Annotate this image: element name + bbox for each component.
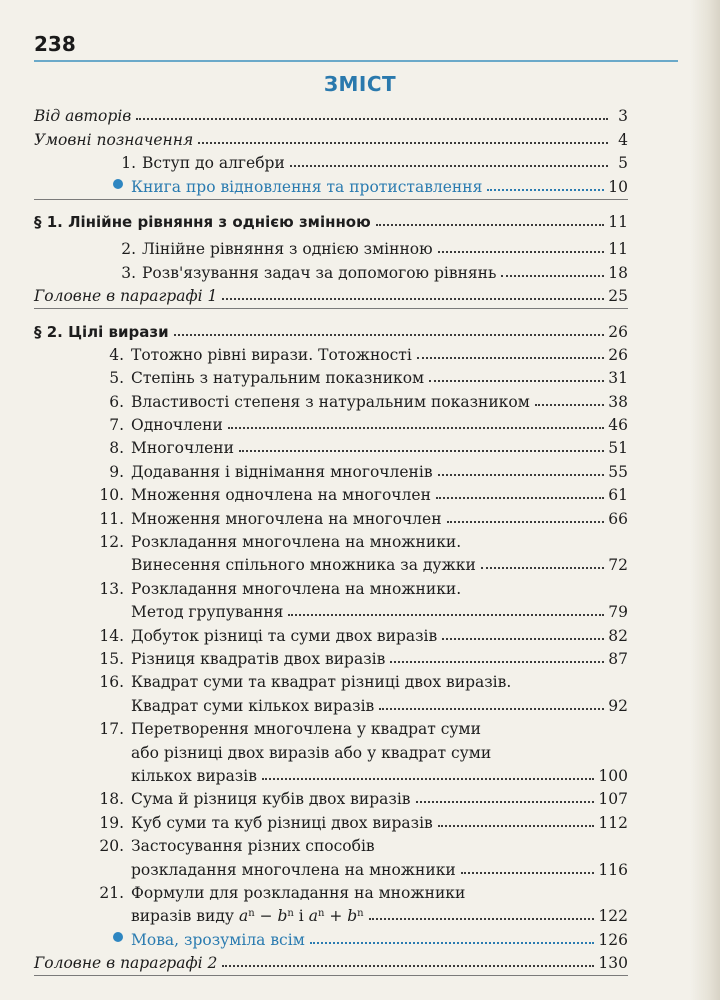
toc-item-number: 2. [121, 240, 136, 259]
toc-item-number: 19. [99, 813, 124, 832]
toc-page-number: 82 [608, 626, 628, 645]
dot-leader [535, 404, 605, 406]
toc-row-section-2[interactable] [34, 317, 628, 340]
toc-entry-title: Винесення спільного множника за дужки [131, 556, 476, 575]
toc-row-legend[interactable] [34, 125, 628, 148]
toc-page-number: 5 [618, 154, 628, 173]
toc-entry-title: розкладання многочлена на множники [131, 860, 456, 879]
toc-item-number: 7. [109, 416, 124, 435]
minus-sign: − [254, 907, 278, 926]
toc-page-number: 4 [618, 130, 628, 149]
toc-row-item[interactable] [34, 574, 628, 597]
toc-item-number: 17. [99, 720, 124, 739]
toc-row-item-3[interactable] [34, 258, 628, 281]
variable-b: b [347, 907, 358, 926]
toc-entry-title: Розв'язування задач за допомогою рівнянь [142, 263, 497, 282]
toc-entry-title: Множення многочлена на многочлен [131, 509, 442, 528]
toc-entry-title: Головне в параграфі 1 [34, 287, 218, 306]
dot-leader [436, 497, 604, 499]
toc-row-item[interactable] [34, 832, 628, 855]
toc-page-number: 31 [608, 369, 628, 388]
toc-entry-title: Мова, зрозуміла всім [131, 930, 305, 949]
toc-page-number: 55 [608, 462, 628, 481]
toc-row-item-2[interactable] [34, 235, 628, 258]
dot-leader [369, 918, 595, 920]
dot-leader [416, 801, 595, 803]
toc-page-number: 3 [618, 107, 628, 126]
toc-row-item[interactable] [34, 808, 628, 831]
toc-entry-title: Метод групування [131, 603, 284, 622]
dot-leader [417, 357, 604, 359]
toc-page-number: 18 [608, 263, 628, 282]
toc-entry-title: Куб суми та куб різниці двох виразів [131, 813, 433, 832]
toc-item-number: 11. [99, 509, 124, 528]
section-title: § 2. Цілі вирази [34, 322, 169, 341]
toc-entry-title: Головне в параграфі 2 [34, 954, 218, 973]
toc-row-intro[interactable] [34, 149, 628, 172]
dot-leader [288, 614, 604, 616]
toc-entry-title: Від авторів [34, 107, 132, 126]
dot-leader [198, 142, 608, 144]
dot-leader [290, 165, 608, 167]
toc-row-item[interactable] [34, 457, 628, 480]
toc-row-item-cont[interactable] [34, 762, 628, 785]
dot-leader [228, 427, 604, 429]
toc-page-number: 25 [608, 287, 628, 306]
dot-leader [438, 474, 605, 476]
dot-leader [487, 189, 604, 191]
section-title: § 1. Лінійне рівняння з однією змінною [34, 212, 371, 231]
toc-entry-title: Многочлени [131, 439, 234, 458]
exponent-n: n [248, 908, 255, 920]
toc-page-number: 122 [598, 907, 628, 926]
toc-row-from-authors[interactable] [34, 102, 628, 125]
toc-row-item[interactable] [34, 668, 628, 691]
toc-row-item[interactable] [34, 341, 628, 364]
toc-page-number: 26 [608, 345, 628, 364]
variable-b: b [277, 907, 288, 926]
toc-entry-title: Розкладання многочлена на множники. [131, 579, 462, 598]
exponent-n: n [357, 908, 364, 920]
dot-leader [262, 778, 594, 780]
toc-entry-title: Розкладання многочлена на множники. [131, 533, 462, 552]
dot-leader [429, 380, 604, 382]
toc-row-item[interactable] [34, 645, 628, 668]
toc-page-number: 72 [608, 556, 628, 575]
toc-item-number: 9. [109, 462, 124, 481]
toc-entry-title: Вступ до алгебри [142, 154, 285, 173]
dot-leader [442, 638, 604, 640]
toc-entry-formula [34, 905, 364, 925]
dot-leader [222, 298, 604, 300]
dot-leader [481, 567, 604, 569]
toc-page-number: 107 [598, 790, 628, 809]
toc-row-item[interactable] [34, 387, 628, 410]
toc-page-number: 116 [598, 860, 628, 879]
toc-page-number: 51 [608, 439, 628, 458]
toc-page-number: 66 [608, 509, 628, 528]
toc-entry-title: Умовні позначення [34, 130, 194, 149]
dot-leader [310, 942, 595, 944]
dot-leader [376, 224, 605, 226]
toc-page-number: 46 [608, 416, 628, 435]
toc-row-item[interactable] [34, 411, 628, 434]
toc-item-number: 16. [99, 673, 124, 692]
dot-leader [438, 251, 605, 253]
toc-page-number: 87 [608, 649, 628, 668]
plus-sign: + [324, 907, 348, 926]
toc-row-item[interactable] [34, 528, 628, 551]
toc-item-number: 8. [109, 439, 124, 458]
toc-row-summary-1[interactable] [34, 282, 628, 305]
toc-entry-title: Добуток різниці та суми двох виразів [131, 626, 438, 645]
variable-a: a [238, 907, 249, 926]
toc-row-item-cont[interactable] [34, 691, 628, 714]
variable-a: a [308, 907, 318, 926]
toc-page-number: 112 [598, 813, 628, 832]
exponent-n: n [317, 908, 325, 920]
toc-entry-title: Додавання і віднімання многочленів [131, 462, 433, 481]
dot-leader [390, 661, 604, 663]
toc-entry-title: Перетворення многочлена у квадрат суми [131, 720, 481, 739]
header-rule [34, 60, 678, 62]
toc-item-number: 12. [99, 533, 124, 552]
toc-row-item[interactable] [34, 621, 628, 644]
toc-item-number: 14. [99, 626, 124, 645]
toc-entry-title: Формули для розкладання на множники [131, 883, 466, 902]
page-edge [690, 0, 720, 1000]
toc-row-item-21[interactable] [34, 879, 628, 902]
dot-leader [461, 872, 595, 874]
toc-row-item-21-cont[interactable] [34, 902, 628, 925]
toc-item-number: 10. [99, 486, 124, 505]
dot-leader [136, 118, 608, 120]
toc-page-number: 11 [608, 212, 628, 231]
toc-item-number: 15. [99, 649, 124, 668]
toc-entry-title: Властивості степеня з натуральним показником [131, 392, 530, 411]
toc-item-number: 3. [121, 263, 136, 282]
toc-entry-title: або різниці двох виразів або у квадрат суми [131, 743, 492, 762]
toc-row-item-cont[interactable] [34, 855, 628, 878]
dot-leader [379, 708, 604, 710]
toc-entry-title: Одночлени [131, 416, 223, 435]
toc-row-item[interactable] [34, 785, 628, 808]
toc-row-intro-feature[interactable] [34, 172, 628, 195]
dot-leader [501, 275, 604, 277]
toc-page-number: 79 [608, 603, 628, 622]
dot-leader [174, 334, 605, 336]
toc-page-number: 126 [598, 930, 628, 949]
toc-entry-title: Квадрат суми кількох виразів [131, 696, 375, 715]
toc-row-item-cont[interactable] [34, 598, 628, 621]
toc-entry-title: Застосування різних способів [131, 837, 375, 856]
toc-row-item[interactable] [34, 434, 628, 457]
dot-leader [438, 825, 595, 827]
toc-entry-title: Степінь з натуральним показником [131, 369, 425, 388]
toc-item-number: 20. [99, 837, 124, 856]
toc-entry-title: Різниця квадратів двох виразів [131, 649, 386, 668]
toc-row-item[interactable] [34, 364, 628, 387]
divider [34, 975, 628, 976]
toc-row-item-cont[interactable] [34, 551, 628, 574]
dot-leader [222, 965, 594, 967]
toc-item-number: 4. [109, 345, 124, 364]
toc-item-number: 1. [121, 154, 136, 173]
toc-row-section-2-feature[interactable] [34, 925, 628, 948]
toc-page-number: 38 [608, 392, 628, 411]
toc-page-number: 10 [608, 177, 628, 196]
toc-page-number: 11 [608, 240, 628, 259]
toc-entry-title: кількох виразів [131, 766, 257, 785]
toc-entry-title: Сума й різниця кубів двох виразів [131, 790, 411, 809]
toc-entry-title: Множення одночлена на многочлен [131, 486, 431, 505]
toc-row-section-1[interactable] [34, 208, 628, 231]
page-number: 238 [34, 32, 76, 56]
toc-page-number: 26 [608, 322, 628, 341]
toc-page-number: 92 [608, 696, 628, 715]
toc-entry-title: Книга про відновлення та протиставлення [131, 177, 483, 196]
toc-item-number: 6. [109, 392, 124, 411]
toc-item-number: 21. [99, 883, 124, 902]
exponent-n: n [287, 908, 294, 920]
toc-entry-title: Квадрат суми та квадрат різниці двох виразів. [131, 673, 512, 692]
toc-page-number: 100 [598, 766, 628, 785]
table-of-contents [34, 102, 628, 976]
conjunction: і [293, 907, 309, 926]
toc-row-item[interactable] [34, 481, 628, 504]
toc-title: ЗМІСТ [323, 72, 397, 96]
dot-leader [239, 450, 604, 452]
toc-entry-title: Тотожно рівні вирази. Тотожності [131, 345, 412, 364]
toc-entry-title: Лінійне рівняння з однією змінною [142, 240, 433, 259]
toc-page-number: 61 [608, 486, 628, 505]
toc-row-item[interactable] [34, 715, 628, 738]
toc-row-summary-2[interactable] [34, 949, 628, 972]
toc-row-item[interactable] [34, 504, 628, 527]
toc-item-number: 18. [99, 790, 124, 809]
toc-page-number: 130 [598, 954, 628, 973]
section-2-items [34, 341, 628, 879]
dot-leader [447, 521, 605, 523]
formula-prefix: виразів виду [131, 907, 239, 926]
toc-item-number: 13. [99, 579, 124, 598]
toc-row-item-cont[interactable] [34, 738, 628, 761]
toc-item-number: 5. [109, 369, 124, 388]
